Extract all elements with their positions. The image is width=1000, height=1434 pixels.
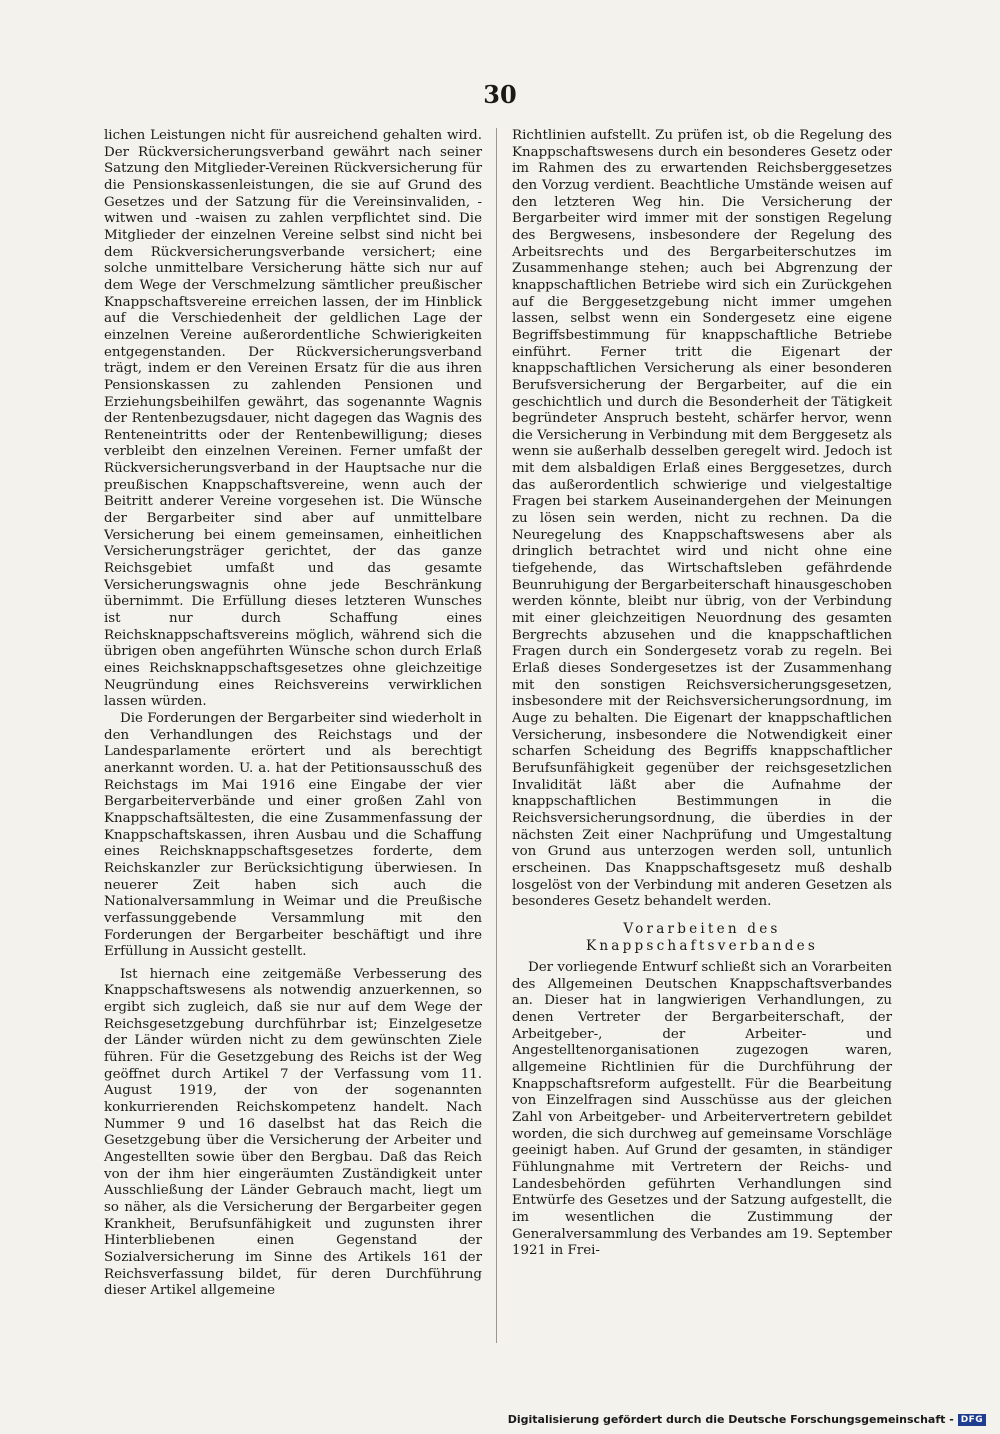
paragraph: Ist hiernach eine zeitgemäße Verbesserung des Knappschaftswesens als notwendig anzuerkennen, so ergibt sich zugleich, daß sie nur auf dem Wege der Reichsgesetzgebung durchführbar ist; Einzelgesetze der Länder würden nicht zu dem gewünschten Ziele führen. Für die Gesetzgebung des Reichs ist der Weg geöffnet durch Artikel 7 der Verfassung vom 11. August 1919, der von der sogenannten konkurrierenden Reichskompetenz handelt. Nach Nummer 9 und 16 daselbst hat das Reich die Gesetzgebung über die Versicherung der Arbeiter und Angestellten sowie über den Bergbau. Daß das Reich von der ihm hier eingeräumten Zuständigkeit unter Ausschließung der Länder Gebrauch macht, liegt um so näher, als die Versicherung der Bergarbeiter gegen Krankheit, Berufsunfähigkeit und zugunsten ihrer Hinterbliebenen einen Gegenstand der Sozialversicherung im Sinne des Artikels 161 der Reichsverfassung bildet, für deren Durchführung dieser Artikel allgemeine <box>104 966 482 1299</box>
dfg-logo: DFG <box>958 1414 986 1426</box>
paragraph: Der vorliegende Entwurf schließt sich an Vorarbeiten des Allgemeinen Deutschen Knappschaftsverbandes an. Dieser hat in langwierigen Verhandlungen, zu denen Vertreter der Bergarbeiterschaft, der Arbeitgeber-, der Arbeiter- und Angestelltenorganisationen zugezogen waren, allgemeine Richtlinien für die Durchführung der Knappschaftsreform aufgestellt. Für die Bearbeitung von Einzelfragen sind Ausschüsse aus der gleichen Zahl von Arbeitgeber- und Arbeitervertretern gebildet worden, die sich durchweg auf gemeinsame Vorschläge geeinigt haben. Auf Grund der gesamten, in ständiger Fühlungnahme mit Vertretern der Reichs- und Landesbehörden geführten Verhandlungen sind Entwürfe des Gesetzes und der Satzung aufgestellt, die im wesentlichen die Zustimmung der Generalversammlung des Verbandes am 19. September 1921 in Frei- <box>512 960 892 1259</box>
paragraph: Die Forderungen der Bergarbeiter sind wiederholt in den Verhandlungen des Reichstags und der Landesparlamente erörtert und als berechtigt anerkannt worden. U. a. hat der Petitionsausschuß des Reichstags im Mai 1916 eine Eingabe der vier Bergarbeiterverbände und einer großen Zahl von Knappschaftsältesten, die eine Zusammenfassung der Knappschaftskassen, ihren Ausbau und die Schaffung eines Reichsknappschaftsgesetzes forderte, dem Reichskanzler zur Berücksichtigung überwiesen. In neuerer Zeit haben sich auch die Nationalversammlung in Weimar und die Preußische verfassunggebende Versammlung mit den Forderungen der Bergarbeiter beschäftigt und ihre Erfüllung in Aussicht gestellt. <box>104 710 482 960</box>
column-divider <box>496 128 497 1343</box>
paragraph: Richtlinien aufstellt. Zu prüfen ist, ob die Regelung des Knappschaftswesens durch ein besonderes Gesetz oder im Rahmen des zu erwartenden Reichsberggesetzes den Vorzug verdient. Beachtliche Umstände weisen auf den letzteren Weg hin. Die Versicherung der Bergarbeiter wird immer mit der sonstigen Regelung des Bergwesens, insbesondere der Regelung des Arbeitsrechts und des Bergarbeiterschutzes im Zusammenhange stehen; auch bei Abgrenzung der knappschaftlichen Betriebe wird sich ein Zurückgehen auf die Berggesetzgebung nicht immer umgehen lassen, selbst wenn ein Sondergesetz eine eigene Begriffsbestimmung für knappschaftliche Betriebe einführt. Ferner tritt die Eigenart der knappschaftlichen Versicherung als einer besonderen Berufsversicherung der Bergarbeiter, auf die ein geschichtlich und durch die Besonderheit der Tätigkeit begründeter Anspruch besteht, schärfer hervor, wenn die Versicherung in Verbindung mit dem Berggesetz als wenn sie außerhalb desselben geregelt wird. Jedoch ist mit dem alsbaldigen Erlaß eines Berggesetzes, durch das außerordentlich schwierige und vielgestaltige Fragen bei starkem Auseinandergehen der Meinungen zu lösen sein werden, nicht zu rechnen. Da die Neuregelung des Knappschaftswesens aber als dringlich betrachtet wird und nicht ohne eine tiefgehende, das Wirtschaftsleben gefährdende Beunruhigung der Bergarbeiterschaft hinausgeschoben werden könnte, bleibt nur übrig, von der Verbindung mit einer gleichzeitigen Neuordnung des gesamten Bergrechts abzusehen und die knappschaftlichen Fragen durch ein Sondergesetz vorab zu regeln. Bei Erlaß dieses Sondergesetzes ist der Zusammenhang mit den sonstigen Reichsversicherungsgesetzen, insbesondere mit der Reichsversicherungsordnung, im Auge zu behalten. Die Eigenart der knappschaftlichen Versicherung, insbesondere die Notwendigkeit einer scharfen Scheidung des Begriffs knappschaftlicher Berufsunfähigkeit gegenüber der reichsgesetzlichen Invalidität läßt aber die Aufnahme der knappschaftlichen Bestimmungen in die Reichsversicherungsordnung, die überdies in der nächsten Zeit einer Nachprüfung und Umgestaltung von Grund aus unterzogen werden soll, untunlich erscheinen. Das Knappschaftsgesetz muß deshalb losgelöst von der Verbindung mit anderen Gesetzen als besonderes Gesetz behandelt werden. <box>512 128 892 910</box>
paragraph: lichen Leistungen nicht für ausreichend gehalten wird. Der Rückversicherungsverband gewährt nach seiner Satzung den Mitglieder-Vereinen Rückversicherung für die Pensionskassenleistungen, die sie auf Grund des Gesetzes und der Satzung für die Vereinsinvaliden, -witwen und -waisen zu zahlen verpflichtet sind. Die Mitglieder der einzelnen Vereine selbst sind nicht bei dem Rückversicherungsverbande versichert; eine solche unmittelbare Versicherung hätte sich nur auf dem Wege der Verschmelzung sämtlicher preußischer Knappschaftsvereine erreichen lassen, der im Hinblick auf die Verschiedenheit der geldlichen Lage der einzelnen Vereine außerordentliche Schwierigkeiten entgegenstanden. Der Rückversicherungsverband trägt, indem er den Vereinen Ersatz für die aus ihren Pensionskassen zu zahlenden Pensionen und Erziehungsbeihilfen gewährt, das sogenannte Wagnis der Rentenbezugsdauer, nicht dagegen das Wagnis des Renteneintritts oder der Rentenbewilligung; dieses verbleibt den einzelnen Vereinen. Ferner umfaßt der Rückversicherungsverband in der Hauptsache nur die preußischen Knappschaftsvereine, wenn auch der Beitritt anderer Vereine vorgesehen ist. Die Wünsche der Bergarbeiter sind aber auf unmittelbare Versicherung bei einem gemeinsamen, einheitlichen Versicherungsträger gerichtet, der das ganze Reichsgebiet umfaßt und das gesamte Versicherungswagnis ohne jede Beschränkung übernimmt. Die Erfüllung dieses letzteren Wunsches ist nur durch Schaffung eines Reichsknappschaftsvereins möglich, während sich die übrigen oben angeführten Wünsche schon durch Erlaß eines Reichsknappschaftsgesetzes ohne gleichzeitige Neugründung eines Reichsvereins verwirklichen lassen würden. <box>104 128 482 710</box>
section-heading: Vorarbeiten des Knappschaftsverbandes <box>585 920 819 954</box>
page-number: 30 <box>483 80 517 109</box>
left-column <box>104 128 482 1300</box>
footer-credit <box>508 1413 986 1426</box>
credit-text: Digitalisierung gefördert durch die Deutsche Forschungsgemeinschaft - <box>507 1413 954 1426</box>
right-column <box>512 128 892 1260</box>
